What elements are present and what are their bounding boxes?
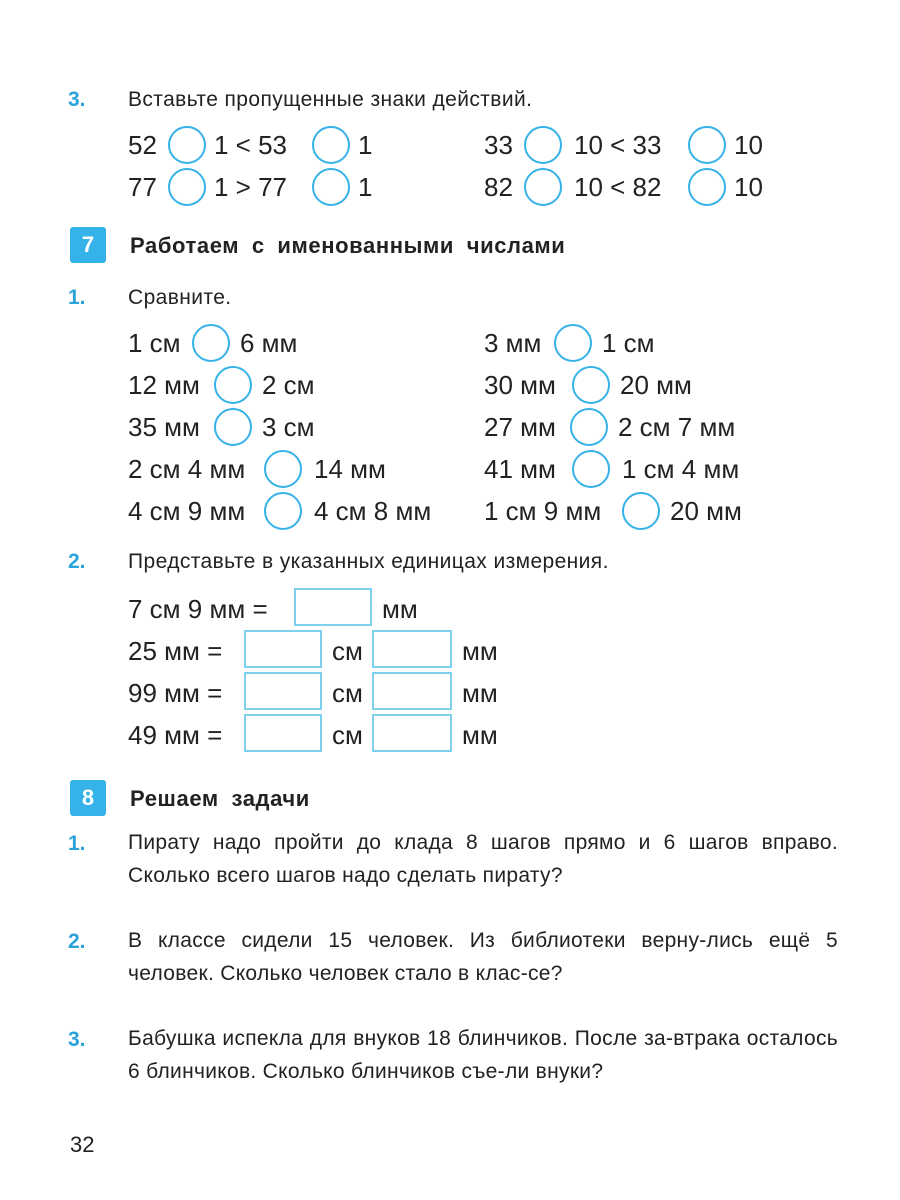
compare-right: 20 мм: [620, 370, 692, 400]
compare-right: 3 см: [262, 412, 315, 442]
compare-circle[interactable]: [214, 408, 252, 446]
conversion-left: 25 мм =: [128, 636, 223, 666]
expr-term: 1 > 77: [214, 172, 288, 202]
section-badge: 7: [70, 227, 106, 263]
expr-term: 10: [734, 130, 763, 160]
compare-right: 1 см 4 мм: [622, 454, 740, 484]
sign-input-circle[interactable]: [524, 126, 562, 164]
task-instruction: Вставьте пропущенные знаки действий.: [128, 88, 533, 111]
sign-input-circle[interactable]: [312, 126, 350, 164]
answer-box[interactable]: [244, 630, 322, 668]
task-number: 2.: [68, 550, 86, 573]
compare-left: 35 мм: [128, 412, 200, 442]
answer-box[interactable]: [372, 672, 452, 710]
compare-right: 2 см: [262, 370, 315, 400]
compare-right: 14 мм: [314, 454, 386, 484]
unit-label: см: [332, 720, 363, 750]
conversion-left: 49 мм =: [128, 720, 223, 750]
unit-label: см: [332, 678, 363, 708]
compare-right: 2 см 7 мм: [618, 412, 736, 442]
conversion-left: 99 мм =: [128, 678, 223, 708]
expr-term: 10 < 33: [574, 130, 662, 160]
unit-label: мм: [462, 720, 498, 750]
answer-box[interactable]: [372, 630, 452, 668]
compare-left: 1 см 9 мм: [484, 496, 602, 526]
task-number: 1.: [68, 286, 86, 309]
compare-circle[interactable]: [572, 450, 610, 488]
compare-left: 1 см: [128, 328, 181, 358]
compare-left: 4 см 9 мм: [128, 496, 246, 526]
answer-box[interactable]: [244, 672, 322, 710]
unit-label: мм: [462, 636, 498, 666]
sign-input-circle[interactable]: [168, 168, 206, 206]
expr-term: 1: [358, 130, 373, 160]
problem-text: В классе сидели 15 человек. Из библиотеки верну-лись ещё 5 человек. Сколько человек стало в клас-се?: [128, 929, 838, 985]
expr-term: 77: [128, 172, 157, 202]
answer-box[interactable]: [244, 714, 322, 752]
compare-circle[interactable]: [554, 324, 592, 362]
sign-input-circle[interactable]: [524, 168, 562, 206]
sign-input-circle[interactable]: [312, 168, 350, 206]
conversion-left: 7 см 9 мм =: [128, 594, 268, 624]
compare-left: 27 мм: [484, 412, 556, 442]
problem-text: Пирату надо пройти до клада 8 шагов прямо и 6 шагов вправо. Сколько всего шагов надо сделать пирату?: [128, 831, 838, 887]
compare-left: 2 см 4 мм: [128, 454, 246, 484]
section-title: Решаем задачи: [130, 786, 310, 811]
expr-term: 1: [358, 172, 373, 202]
expr-term: 10 < 82: [574, 172, 662, 202]
compare-circle[interactable]: [264, 450, 302, 488]
task-instruction: Представьте в указанных единицах измерения.: [128, 550, 609, 573]
compare-left: 41 мм: [484, 454, 556, 484]
answer-box[interactable]: [294, 588, 372, 626]
problem-text: Бабушка испекла для внуков 18 блинчиков. После за-втрака осталось 6 блинчиков. Сколько блинчиков съе-ли внуки?: [128, 1027, 838, 1083]
compare-circle[interactable]: [572, 366, 610, 404]
page-number: 32: [70, 1132, 95, 1157]
compare-circle[interactable]: [264, 492, 302, 530]
answer-box[interactable]: [372, 714, 452, 752]
problem-number: 1.: [68, 832, 86, 855]
unit-label: мм: [462, 678, 498, 708]
compare-right: 6 мм: [240, 328, 298, 358]
compare-circle[interactable]: [622, 492, 660, 530]
expr-term: 52: [128, 130, 157, 160]
compare-circle[interactable]: [214, 366, 252, 404]
expr-term: 1 < 53: [214, 130, 288, 160]
sign-input-circle[interactable]: [688, 168, 726, 206]
section-title: Работаем с именованными числами: [130, 233, 566, 258]
compare-right: 1 см: [602, 328, 655, 358]
expr-term: 33: [484, 130, 513, 160]
task-instruction: Сравните.: [128, 286, 232, 309]
sign-input-circle[interactable]: [168, 126, 206, 164]
sign-input-circle[interactable]: [688, 126, 726, 164]
expr-term: 82: [484, 172, 513, 202]
compare-circle[interactable]: [570, 408, 608, 446]
unit-label: мм: [382, 594, 418, 624]
problem-number: 2.: [68, 930, 86, 953]
compare-right: 20 мм: [670, 496, 742, 526]
compare-circle[interactable]: [192, 324, 230, 362]
compare-left: 3 мм: [484, 328, 542, 358]
expr-term: 10: [734, 172, 763, 202]
unit-label: см: [332, 636, 363, 666]
section-badge: 8: [70, 780, 106, 816]
problem-number: 3.: [68, 1028, 86, 1051]
compare-left: 12 мм: [128, 370, 200, 400]
compare-right: 4 см 8 мм: [314, 496, 432, 526]
task-number: 3.: [68, 88, 86, 111]
compare-left: 30 мм: [484, 370, 556, 400]
